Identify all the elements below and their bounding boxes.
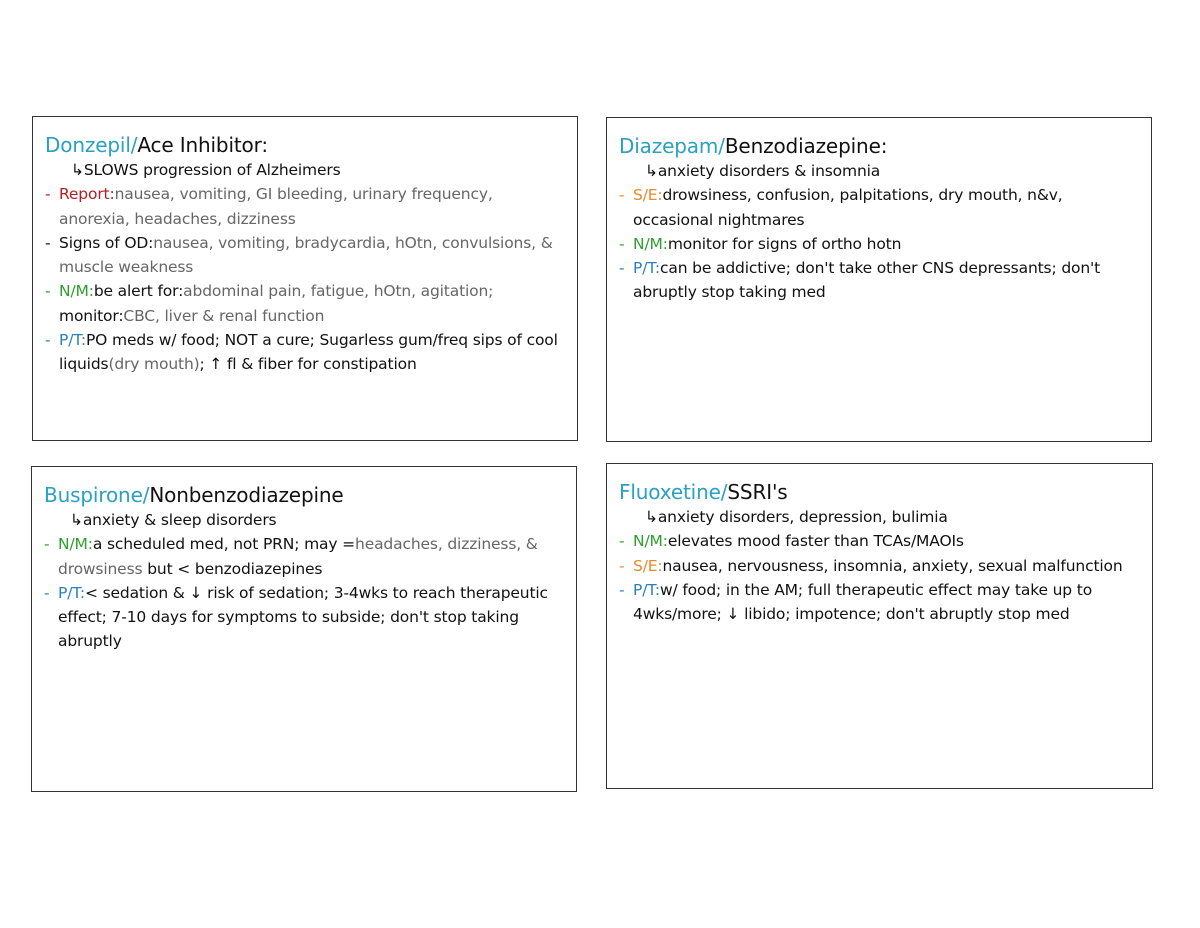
note-text-tail: but < benzodiazepines <box>142 559 323 578</box>
drug-class: Ace Inhibitor: <box>137 133 268 157</box>
note-text-detail: headaches, dizziness, & drowsiness <box>58 535 538 578</box>
note-label: P/T: <box>59 331 86 350</box>
bullet-dash: - <box>44 535 50 554</box>
note-text-detail: abdominal pain, fatigue, hOtn, agitation; <box>183 282 494 301</box>
drug-name: Fluoxetine/ <box>619 480 728 504</box>
note-line <box>619 232 1141 256</box>
note-text: a scheduled med, not PRN; may = <box>92 535 356 554</box>
note-label: P/T: <box>58 583 85 602</box>
note-label: N/M: <box>59 282 94 301</box>
card-indication: ↳anxiety & sleep disorders <box>70 511 277 529</box>
note-label: Report: <box>59 185 115 204</box>
note-text: monitor for signs of ortho hotn <box>667 234 902 253</box>
note-text: < sedation & ↓ risk of sedation; 3-4wks to reach therapeutic effect; 7-10 days for symptoms to subside; don't stop taking abruptly <box>58 583 548 651</box>
bullet-dash: - <box>619 259 625 278</box>
card-indication: ↳SLOWS progression of Alzheimers <box>71 161 341 179</box>
note-text: elevates mood faster than TCAs/MAOIs <box>667 532 964 551</box>
flashcard-fluoxetine <box>606 463 1153 789</box>
card-title <box>619 480 1142 505</box>
note-label: N/M: <box>633 532 668 551</box>
note-line <box>619 256 1141 305</box>
note-line <box>45 182 567 231</box>
drug-class: Nonbenzodiazepine <box>149 483 344 507</box>
drug-name: Donzepil/ <box>45 133 138 157</box>
note-label: N/M: <box>58 535 93 554</box>
flashcard-donepezil <box>32 116 578 441</box>
note-text-detail: (dry mouth) <box>108 355 200 374</box>
note-text: monitor: <box>59 306 124 325</box>
note-text: drowsiness, confusion, palpitations, dry mouth, n&v, occasional nightmares <box>633 186 1063 229</box>
note-label: P/T: <box>633 259 660 278</box>
note-text: nausea, vomiting, bradycardia, hOtn, convulsions, & muscle weakness <box>59 233 553 277</box>
note-line <box>619 529 1142 553</box>
bullet-dash: - <box>619 580 625 599</box>
bullet-dash: - <box>45 331 51 350</box>
card-indication: ↳anxiety disorders & insomnia <box>645 162 881 180</box>
note-label: P/T: <box>633 580 660 599</box>
note-line <box>45 304 567 328</box>
note-line <box>44 532 566 581</box>
note-text-detail: CBC, liver & renal function <box>123 306 325 325</box>
bullet-dash: - <box>44 583 50 602</box>
bullet-dash: - <box>45 185 51 204</box>
note-text-tail: ; ↑ fl & fiber for constipation <box>199 355 417 374</box>
note-text: be alert for: <box>93 282 184 301</box>
flashcard-buspirone <box>31 466 577 792</box>
note-line <box>45 231 567 280</box>
card-title <box>45 133 567 158</box>
note-label: S/E: <box>633 186 663 205</box>
bullet-dash: - <box>45 233 51 252</box>
card-indication: ↳anxiety disorders, depression, bulimia <box>645 508 948 526</box>
drug-class: SSRI's <box>727 480 788 504</box>
note-line <box>619 578 1142 627</box>
drug-name: Buspirone/ <box>44 483 150 507</box>
bullet-dash: - <box>619 234 625 253</box>
card-title <box>44 483 566 508</box>
drug-name: Diazepam/ <box>619 134 725 158</box>
bullet-dash: - <box>619 556 625 575</box>
note-line <box>619 183 1141 232</box>
note-text: nausea, vomiting, GI bleeding, urinary frequency, anorexia, headaches, dizziness <box>59 185 493 228</box>
bullet-dash: - <box>619 532 625 551</box>
note-label: S/E: <box>633 556 663 575</box>
bullet-dash: - <box>45 282 51 301</box>
note-label: Signs of OD: <box>59 233 154 252</box>
note-line <box>45 328 567 377</box>
flashcard-diazepam <box>606 117 1152 442</box>
note-text: w/ food; in the AM; full therapeutic effect may take up to 4wks/more; ↓ libido; impotence; don't abruptly stop med <box>633 580 1093 624</box>
bullet-dash: - <box>619 186 625 205</box>
note-text: nausea, nervousness, insomnia, anxiety, sexual malfunction <box>662 556 1123 575</box>
note-text: PO meds w/ food; NOT a cure; Sugarless gum/freq sips of cool liquids <box>59 331 558 374</box>
note-label: N/M: <box>633 234 668 253</box>
note-line <box>45 279 567 303</box>
drug-class: Benzodiazepine: <box>724 134 888 158</box>
note-text: can be addictive; don't take other CNS depressants; don't abruptly stop taking med <box>633 259 1101 302</box>
note-line <box>44 581 566 654</box>
note-line <box>619 554 1142 578</box>
card-title <box>619 134 1141 159</box>
